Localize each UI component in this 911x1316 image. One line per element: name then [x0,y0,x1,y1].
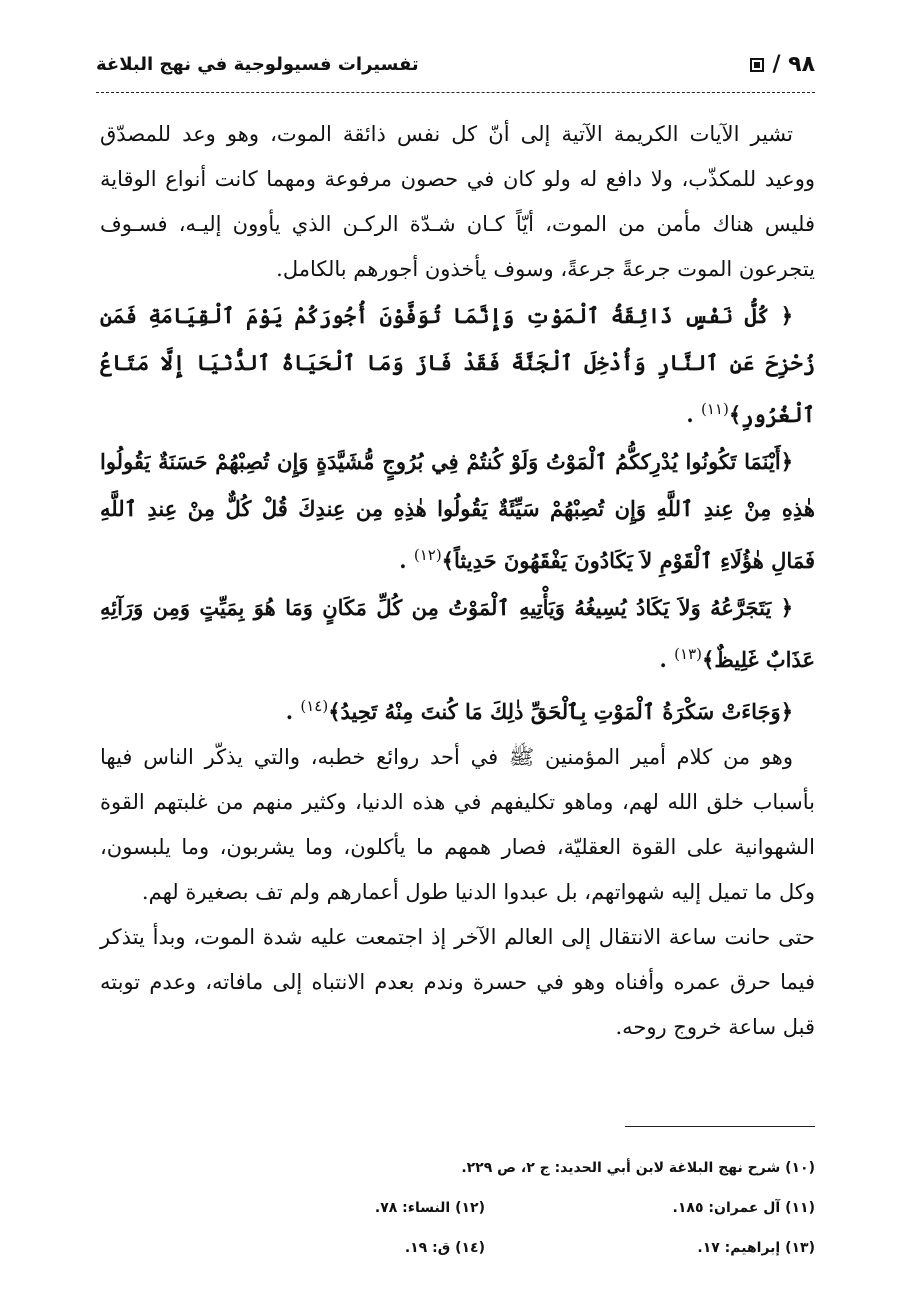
running-header [96,48,815,90]
footnote-11: (١١) آل عمران: ١٨٥. [672,1200,815,1216]
footnote-13: (١٣) إبراهيم: ١٧. [697,1240,815,1256]
verse-close-bracket: ﴾ [702,647,715,672]
footnote-row [96,1188,815,1228]
quran-verse-3 [100,584,815,683]
footnote-ref: (١١) [701,400,729,418]
footnote-divider [625,1126,815,1127]
verse-text: أَيْنَمَا تَكُونُوا يُدْرِككُّمُ ٱلْمَوْتُ وَلَوْ كُنتُمْ فِي بُرُوجٍ مُّشَيَّدَةٍ وَإِن تُصِبْهُمْ حَسَنَةٌ يَقُولُوا هٰذِهِ مِنْ عِندِ ٱللَّهِ وَإِن تُصِبْهُمْ سَيِّئَةٌ يَقُولُوا هٰذِهِ مِن عِندِكَ قُلْ كُلٌّ مِنْ عِندِ ٱللَّهِ فَمَالِ هٰؤُلَاءِ ٱلْقَوْمِ لاَ يَكَادُونَ يَفْقَهُونَ حَدِيثاً [100,449,815,573]
footnote-ref: (١٤) [300,697,329,715]
verse-period: . [659,647,675,672]
header-page-number [750,52,815,77]
footnote-row [96,1148,815,1188]
quran-verse-4 [100,683,815,735]
header-divider [96,92,815,93]
header-book-title: تفسيرات فسيولوجية في نهج البلاغة [96,54,419,75]
footnotes [96,1148,815,1268]
verse-period: . [686,402,702,427]
verse-open-bracket: ﴿ [780,449,793,474]
paragraph-intro: تشير الآيات الكريمة الآتية إلى أنّ كل نفس ذائقة الموت، وهو وعد للمصدّق ووعيد للمكذّب، ولا دافع له ولو كان في حصون مرفوعة ومهما كانت أنواع الوقاية فليس هناك مأمن من الموت، أيّاً كـان شـدّة الركـن الذي يأوون إليـه، فسـوف يتجرعون الموت جرعةً جرعةً، وسوف يأخذون أجورهم بالكامل. [100,122,815,281]
footnote-ref: (١٣) [674,645,702,663]
footnote-ref: (١٢) [413,546,442,564]
verse-open-bracket: ﴿ [780,699,793,724]
verse-close-bracket: ﴾ [328,699,341,724]
square-ornament-icon [750,58,764,72]
paragraph-commentary: وهو من كلام أمير المؤمنين ﷺ في أحد روائع خطبه، والتي يذكّر الناس فيها بأسباب خلق الله لهم، وماهو تكليفهم في هذه الدنيا، وكثير منهم من غلبتهم القوة الشهوانية على القوة العقليّة، فصار همهم ما يأكلون، وما يشربون، وما يلبسون، وكل ما تميل إليه شهواتهم، بل عبدوا الدنيا طول أعمارهم ولم تف بصغيرة لهم. [100,745,815,904]
verse-period: . [285,699,301,724]
verse-text: يَتَجَرَّعُهُ وَلاَ يَكَادُ يُسِيغُهُ وَيَأْتِيهِ ٱلْمَوْتُ مِن كُلِّ مَكَانٍ وَمَا هُوَ بِمَيِّتٍ وَمِن وَرَآئِهِ عَذَابٌ غَلِيظٌ [100,595,815,672]
quran-verse-1 [100,292,815,438]
footnote-14: (١٤) ق: ١٩. [404,1240,485,1256]
footnote-10: (١٠) شرح نهج البلاغة لابن أبي الحديد: ج ٢، ص ٢٢٩. [461,1160,815,1176]
verse-open-bracket: ﴿ [780,303,793,328]
verse-text: وَجَاءَتْ سَكْرَةُ ٱلْمَوْتِ بِٱلْحَقِّ ذٰلِكَ مَا كُنتَ مِنْهُ تَحِيدُ [340,699,781,724]
main-text [100,112,815,1050]
verse-close-bracket: ﴾ [441,548,454,573]
verse-text: كُلُّ نَفْسٍ ذَائِقَةُ ٱلْمَوْتِ وَإِنَّمَا تُوَفَّوْنَ أُجُورَكُمْ يَوْمَ ٱلْقِيَامَةِ فَمَن زُحْزِحَ عَنِ ٱلنَّارِ وَأُدْخِلَ ٱلْجَنَّةَ فَقَدْ فَازَ وَمَا ٱلْحَيَاةُ ٱلدُّنْيَا إِلَّا مَتَاعُ ٱلْغُرُورِ [100,303,815,427]
verse-close-bracket: ﴾ [728,402,742,427]
verse-open-bracket: ﴿ [780,595,794,620]
footnote-12: (١٢) النساء: ٧٨. [374,1200,485,1216]
paragraph-conclusion: حتى حانت ساعة الانتقال إلى العالم الآخر إذ اجتمعت عليه شدة الموت، وبدأ يتذكر فيما حرق عمره وأفناه وهو في حسرة وندم بعدم الانتباه إلى مافاته، وعدم توبته قبل ساعة خروج روحه. [100,925,815,1039]
verse-period: . [399,548,414,573]
footnote-row [96,1228,815,1268]
quran-verse-2 [100,438,815,584]
page-number: ٩٨ / [772,52,815,77]
